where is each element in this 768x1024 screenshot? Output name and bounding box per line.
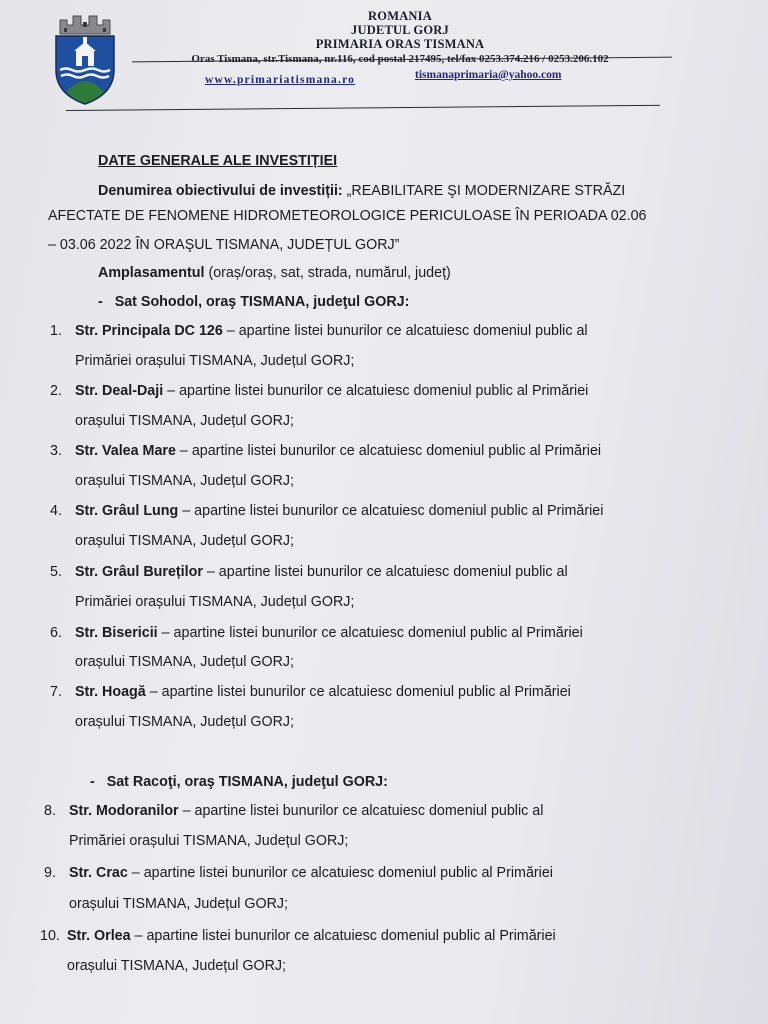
country-name: ROMANIA — [368, 9, 432, 23]
list-item-continuation: orașului TISMANA, Județul GORJ; — [67, 958, 287, 974]
item-number: 5. — [50, 564, 62, 580]
list-item: Str. Crac – apartine listei bunurilor ce alcatuiesc domeniul public al Primăriei — [69, 865, 553, 881]
street-name: Str. Modoranilor — [69, 803, 179, 819]
list-item-continuation: orașului TISMANA, Județul GORJ; — [75, 413, 295, 429]
street-name: Str. Principala DC 126 — [75, 323, 223, 339]
list-item-continuation: Primăriei orașului TISMANA, Județul GORJ; — [75, 353, 355, 369]
list-item: Str. Valea Mare – apartine listei bunurilor ce alcatuiesc domeniul public al Primăriei — [75, 443, 602, 459]
list-item-continuation: orașului TISMANA, Județul GORJ; — [75, 654, 295, 670]
street-name: Str. Bisericii — [75, 625, 158, 641]
location-hint: (oraș/oraș, sat, strada, numărul, județ) — [204, 265, 451, 281]
item-number: 2. — [50, 383, 62, 399]
objective-line-2: AFECTATE DE FENOMENE HIDROMETEOROLOGICE PERICULOASE ÎN PERIOADA 02.06 — [48, 208, 647, 224]
item-number: 4. — [50, 503, 62, 519]
objective-line-1: Denumirea obiectivului de investiții: „REABILITARE ŞI MODERNIZARE STRĂZI — [98, 183, 626, 199]
institution-name: PRIMARIA ORAS TISMANA — [315, 37, 485, 51]
list-item: Str. Modoranilor – apartine listei bunurilor ce alcatuiesc domeniul public al — [69, 803, 544, 819]
item-number: 8. — [44, 803, 56, 819]
street-name: Str. Hoagă — [75, 684, 146, 700]
item-number: 6. — [50, 625, 62, 641]
item-number: 3. — [50, 443, 62, 459]
street-name: Str. Deal-Daji — [75, 383, 164, 399]
objective-line-3: – 03.06 2022 ÎN ORAŞUL TISMANA, JUDEȚUL GORJ” — [48, 237, 400, 253]
list-item-continuation: orașului TISMANA, Județul GORJ; — [75, 473, 295, 489]
list-item: Str. Grâul Bureților – apartine listei bunurilor ce alcatuiesc domeniul public al — [75, 564, 568, 580]
item-number: 9. — [44, 865, 56, 881]
list-item-continuation: orașului TISMANA, Județul GORJ; — [75, 533, 295, 549]
item-number: 10. — [40, 928, 60, 944]
list-item-continuation: Primăriei orașului TISMANA, Județul GORJ; — [69, 833, 349, 849]
street-name: Str. Grâul Bureților — [75, 564, 203, 580]
website-link[interactable]: www.primariatismana.ro — [205, 74, 356, 86]
institution-address: Oras Tismana, str.Tismana, nr.116, cod postal 217495, tel/fax 0253.374.216 / 0253.206.102 — [191, 53, 609, 65]
list-item: Str. Deal-Daji – apartine listei bunurilor ce alcatuiesc domeniul public al Primăriei — [75, 383, 589, 399]
section-title: DATE GENERALE ALE INVESTIȚIEI — [98, 153, 338, 169]
street-name: Str. Grâul Lung — [75, 503, 179, 519]
email-link[interactable]: tismanaprimaria@yahoo.com — [415, 69, 562, 81]
item-number: 1. — [50, 323, 62, 339]
street-name: Str. Valea Mare — [75, 443, 176, 459]
list-item: Str. Grâul Lung – apartine listei bunurilor ce alcatuiesc domeniul public al Primăriei — [75, 503, 604, 519]
item-number: 7. — [50, 684, 62, 700]
list-item: Str. Orlea – apartine listei bunurilor ce alcatuiesc domeniul public al Primăriei — [67, 928, 556, 944]
group-heading-sohodol: - Sat Sohodol, oraş TISMANA, judeţul GORJ: — [98, 294, 410, 310]
list-item-continuation: orașului TISMANA, Județul GORJ; — [75, 714, 295, 730]
street-name: Str. Orlea — [67, 928, 131, 944]
street-name: Str. Crac — [69, 865, 128, 881]
location-line — [98, 264, 451, 282]
list-item-continuation: orașului TISMANA, Județul GORJ; — [69, 896, 289, 912]
list-item: Str. Bisericii – apartine listei bunurilor ce alcatuiesc domeniul public al Primăriei — [75, 625, 583, 641]
list-item: Str. Hoagă – apartine listei bunurilor ce alcatuiesc domeniul public al Primăriei — [75, 684, 571, 700]
location-label: Amplasamentul — [98, 265, 205, 281]
group-heading-racoti: - Sat Racoţi, oraş TISMANA, judeţul GORJ: — [90, 774, 388, 790]
list-item: Str. Principala DC 126 – apartine listei bunurilor ce alcatuiesc domeniul public al — [75, 323, 588, 339]
list-item-continuation: Primăriei orașului TISMANA, Județul GORJ; — [75, 594, 355, 610]
county-name: JUDETUL GORJ — [351, 23, 449, 37]
objective-label: Denumirea obiectivului de investiții: — [98, 183, 343, 199]
